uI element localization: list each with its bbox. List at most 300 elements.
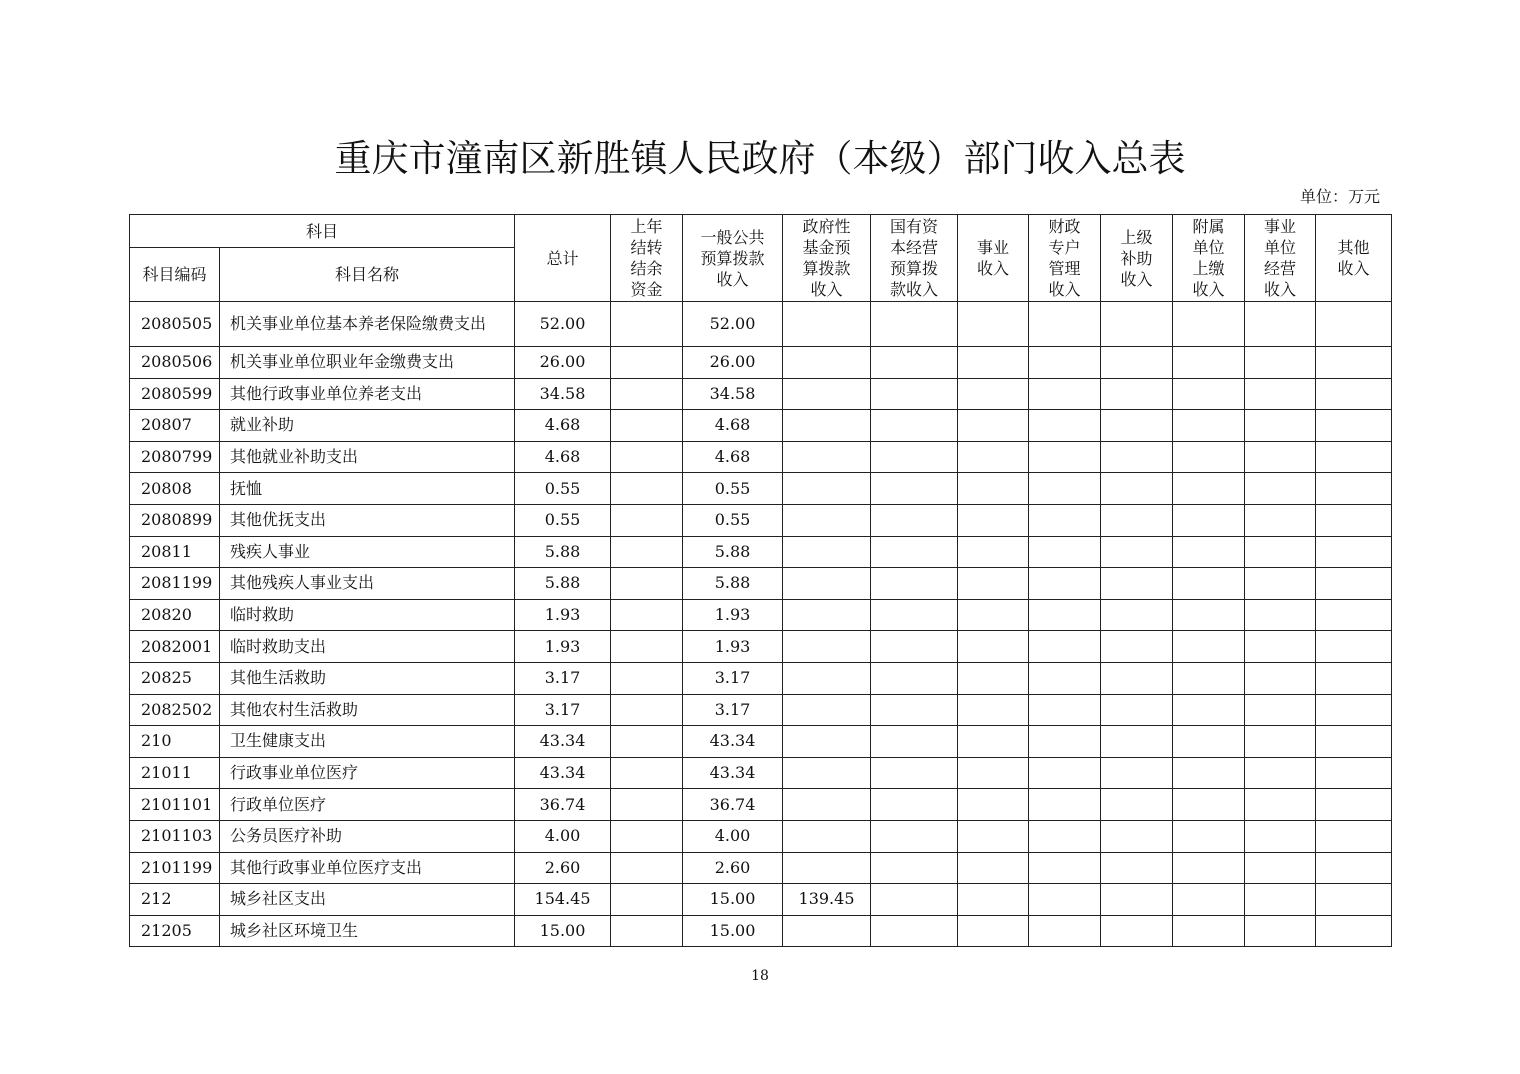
cell-state-capital — [871, 852, 958, 884]
cell-code: 2101101 — [130, 789, 220, 821]
cell-operating — [1245, 915, 1316, 947]
cell-name: 临时救助 — [220, 599, 515, 631]
cell-fiscal-special — [1029, 347, 1101, 379]
cell-gov-fund — [783, 441, 871, 473]
cell-name: 其他行政事业单位养老支出 — [220, 378, 515, 410]
cell-carryover — [611, 536, 683, 568]
cell-business-income — [958, 852, 1029, 884]
cell-fiscal-special — [1029, 568, 1101, 600]
cell-business-income — [958, 599, 1029, 631]
table-row — [130, 757, 1392, 789]
cell-fiscal-special — [1029, 789, 1101, 821]
table-row — [130, 599, 1392, 631]
header-gov-fund-text: 政府性 基金预 算拨款 收入 — [802, 217, 851, 299]
cell-state-capital — [871, 302, 958, 347]
cell-carryover — [611, 441, 683, 473]
cell-operating — [1245, 662, 1316, 694]
cell-state-capital — [871, 473, 958, 505]
cell-business-income — [958, 662, 1029, 694]
cell-other — [1316, 441, 1392, 473]
cell-operating — [1245, 473, 1316, 505]
cell-affiliated — [1173, 915, 1245, 947]
table-row — [130, 884, 1392, 916]
cell-general-budget: 0.55 — [683, 504, 783, 536]
cell-operating — [1245, 820, 1316, 852]
cell-other — [1316, 726, 1392, 758]
cell-name: 其他行政事业单位医疗支出 — [220, 852, 515, 884]
cell-fiscal-special — [1029, 726, 1101, 758]
cell-code: 21205 — [130, 915, 220, 947]
cell-name: 其他残疾人事业支出 — [220, 568, 515, 600]
cell-general-budget: 1.93 — [683, 631, 783, 663]
income-summary-table — [129, 214, 1392, 947]
cell-carryover — [611, 884, 683, 916]
cell-other — [1316, 852, 1392, 884]
cell-affiliated — [1173, 757, 1245, 789]
cell-total: 3.17 — [515, 662, 611, 694]
cell-name: 公务员医疗补助 — [220, 820, 515, 852]
cell-other — [1316, 473, 1392, 505]
cell-superior-subsidy — [1101, 852, 1173, 884]
table-row — [130, 662, 1392, 694]
cell-code: 2080899 — [130, 504, 220, 536]
cell-business-income — [958, 884, 1029, 916]
cell-superior-subsidy — [1101, 504, 1173, 536]
cell-superior-subsidy — [1101, 631, 1173, 663]
cell-other — [1316, 915, 1392, 947]
cell-superior-subsidy — [1101, 473, 1173, 505]
page-title: 重庆市潼南区新胜镇人民政府（本级）部门收入总表 — [334, 137, 1186, 180]
cell-superior-subsidy — [1101, 378, 1173, 410]
cell-operating — [1245, 757, 1316, 789]
cell-gov-fund — [783, 852, 871, 884]
table-row — [130, 568, 1392, 600]
cell-name: 就业补助 — [220, 410, 515, 442]
cell-carryover — [611, 789, 683, 821]
cell-other — [1316, 504, 1392, 536]
header-superior-subsidy — [1101, 215, 1173, 302]
cell-other — [1316, 884, 1392, 916]
cell-total: 3.17 — [515, 694, 611, 726]
cell-gov-fund — [783, 473, 871, 505]
cell-state-capital — [871, 631, 958, 663]
cell-carryover — [611, 378, 683, 410]
cell-general-budget: 5.88 — [683, 568, 783, 600]
cell-code: 2082502 — [130, 694, 220, 726]
cell-business-income — [958, 302, 1029, 347]
cell-carryover — [611, 662, 683, 694]
header-state-capital-text: 国有资 本经营 预算拨 款收入 — [890, 217, 939, 299]
cell-affiliated — [1173, 568, 1245, 600]
cell-superior-subsidy — [1101, 536, 1173, 568]
cell-other — [1316, 662, 1392, 694]
cell-fiscal-special — [1029, 302, 1101, 347]
cell-gov-fund — [783, 347, 871, 379]
cell-business-income — [958, 789, 1029, 821]
cell-code: 2080799 — [130, 441, 220, 473]
cell-general-budget: 52.00 — [683, 302, 783, 347]
header-subject: 科目 — [130, 215, 515, 248]
cell-carryover — [611, 694, 683, 726]
cell-superior-subsidy — [1101, 884, 1173, 916]
cell-business-income — [958, 378, 1029, 410]
cell-carryover — [611, 599, 683, 631]
cell-operating — [1245, 599, 1316, 631]
cell-affiliated — [1173, 599, 1245, 631]
cell-total: 4.68 — [515, 410, 611, 442]
cell-total: 5.88 — [515, 568, 611, 600]
cell-total: 0.55 — [515, 473, 611, 505]
header-fiscal-special — [1029, 215, 1101, 302]
header-code: 科目编码 — [130, 248, 220, 302]
cell-state-capital — [871, 662, 958, 694]
cell-affiliated — [1173, 820, 1245, 852]
cell-gov-fund — [783, 915, 871, 947]
cell-state-capital — [871, 726, 958, 758]
cell-gov-fund — [783, 631, 871, 663]
cell-code: 2080506 — [130, 347, 220, 379]
header-carryover-text: 上年 结转 结余 资金 — [630, 217, 663, 299]
cell-affiliated — [1173, 378, 1245, 410]
cell-code: 2101199 — [130, 852, 220, 884]
cell-operating — [1245, 789, 1316, 821]
cell-total: 5.88 — [515, 536, 611, 568]
cell-general-budget: 4.68 — [683, 441, 783, 473]
cell-fiscal-special — [1029, 631, 1101, 663]
cell-code: 2080505 — [130, 302, 220, 347]
header-affiliated-text: 附属 单位 上缴 收入 — [1192, 217, 1225, 299]
cell-general-budget: 2.60 — [683, 852, 783, 884]
cell-other — [1316, 302, 1392, 347]
cell-code: 2101103 — [130, 820, 220, 852]
cell-name: 城乡社区支出 — [220, 884, 515, 916]
cell-business-income — [958, 504, 1029, 536]
header-total: 总计 — [515, 215, 611, 302]
cell-carryover — [611, 568, 683, 600]
cell-general-budget: 26.00 — [683, 347, 783, 379]
cell-general-budget: 43.34 — [683, 726, 783, 758]
cell-general-budget: 15.00 — [683, 884, 783, 916]
cell-business-income — [958, 726, 1029, 758]
cell-gov-fund — [783, 410, 871, 442]
cell-operating — [1245, 536, 1316, 568]
cell-superior-subsidy — [1101, 789, 1173, 821]
cell-superior-subsidy — [1101, 915, 1173, 947]
table-row — [130, 347, 1392, 379]
cell-business-income — [958, 441, 1029, 473]
cell-total: 15.00 — [515, 915, 611, 947]
cell-state-capital — [871, 820, 958, 852]
cell-affiliated — [1173, 852, 1245, 884]
table-row — [130, 536, 1392, 568]
cell-affiliated — [1173, 789, 1245, 821]
cell-code: 210 — [130, 726, 220, 758]
table-row — [130, 504, 1392, 536]
cell-carryover — [611, 347, 683, 379]
table-row — [130, 852, 1392, 884]
cell-general-budget: 0.55 — [683, 473, 783, 505]
cell-name: 其他优抚支出 — [220, 504, 515, 536]
unit-label: 单位：万元 — [1299, 187, 1380, 206]
header-state-capital — [871, 215, 958, 302]
cell-name: 机关事业单位基本养老保险缴费支出 — [220, 302, 515, 347]
cell-name: 城乡社区环境卫生 — [220, 915, 515, 947]
cell-general-budget: 43.34 — [683, 757, 783, 789]
cell-business-income — [958, 568, 1029, 600]
table-row — [130, 441, 1392, 473]
cell-operating — [1245, 378, 1316, 410]
cell-general-budget: 15.00 — [683, 915, 783, 947]
cell-superior-subsidy — [1101, 441, 1173, 473]
cell-operating — [1245, 884, 1316, 916]
cell-name: 机关事业单位职业年金缴费支出 — [220, 347, 515, 379]
cell-carryover — [611, 631, 683, 663]
cell-general-budget: 3.17 — [683, 694, 783, 726]
cell-business-income — [958, 915, 1029, 947]
cell-carryover — [611, 726, 683, 758]
cell-gov-fund — [783, 378, 871, 410]
cell-state-capital — [871, 599, 958, 631]
cell-gov-fund — [783, 662, 871, 694]
cell-affiliated — [1173, 662, 1245, 694]
cell-general-budget: 5.88 — [683, 536, 783, 568]
header-superior-subsidy-text: 上级 补助 收入 — [1120, 227, 1153, 289]
cell-name: 其他生活救助 — [220, 662, 515, 694]
cell-fiscal-special — [1029, 504, 1101, 536]
cell-superior-subsidy — [1101, 599, 1173, 631]
table-row — [130, 302, 1392, 347]
cell-gov-fund — [783, 302, 871, 347]
cell-gov-fund — [783, 820, 871, 852]
cell-fiscal-special — [1029, 599, 1101, 631]
cell-carryover — [611, 852, 683, 884]
cell-state-capital — [871, 410, 958, 442]
cell-business-income — [958, 473, 1029, 505]
header-affiliated — [1173, 215, 1245, 302]
cell-state-capital — [871, 536, 958, 568]
header-operating-text: 事业 单位 经营 收入 — [1264, 217, 1297, 299]
cell-code: 20820 — [130, 599, 220, 631]
cell-state-capital — [871, 915, 958, 947]
cell-affiliated — [1173, 441, 1245, 473]
cell-total: 4.00 — [515, 820, 611, 852]
cell-name: 卫生健康支出 — [220, 726, 515, 758]
cell-fiscal-special — [1029, 473, 1101, 505]
table-row — [130, 789, 1392, 821]
cell-other — [1316, 757, 1392, 789]
cell-business-income — [958, 820, 1029, 852]
table-row — [130, 820, 1392, 852]
cell-total: 0.55 — [515, 504, 611, 536]
cell-general-budget: 4.00 — [683, 820, 783, 852]
cell-code: 20825 — [130, 662, 220, 694]
cell-code: 20811 — [130, 536, 220, 568]
cell-fiscal-special — [1029, 820, 1101, 852]
cell-state-capital — [871, 568, 958, 600]
cell-state-capital — [871, 347, 958, 379]
cell-gov-fund — [783, 789, 871, 821]
cell-fiscal-special — [1029, 915, 1101, 947]
cell-gov-fund — [783, 504, 871, 536]
cell-code: 20808 — [130, 473, 220, 505]
cell-superior-subsidy — [1101, 568, 1173, 600]
cell-gov-fund — [783, 536, 871, 568]
cell-operating — [1245, 631, 1316, 663]
cell-fiscal-special — [1029, 536, 1101, 568]
cell-other — [1316, 568, 1392, 600]
cell-other — [1316, 599, 1392, 631]
table-body — [130, 302, 1392, 947]
cell-fiscal-special — [1029, 410, 1101, 442]
cell-carryover — [611, 915, 683, 947]
cell-superior-subsidy — [1101, 302, 1173, 347]
header-name: 科目名称 — [220, 248, 515, 302]
header-general-budget — [683, 215, 783, 302]
cell-fiscal-special — [1029, 441, 1101, 473]
cell-name: 其他就业补助支出 — [220, 441, 515, 473]
cell-carryover — [611, 302, 683, 347]
cell-fiscal-special — [1029, 694, 1101, 726]
cell-other — [1316, 820, 1392, 852]
header-fiscal-special-text: 财政 专户 管理 收入 — [1048, 217, 1081, 299]
cell-operating — [1245, 410, 1316, 442]
cell-name: 抚恤 — [220, 473, 515, 505]
cell-code: 21011 — [130, 757, 220, 789]
cell-operating — [1245, 694, 1316, 726]
cell-operating — [1245, 441, 1316, 473]
cell-business-income — [958, 631, 1029, 663]
cell-general-budget: 3.17 — [683, 662, 783, 694]
cell-affiliated — [1173, 410, 1245, 442]
cell-gov-fund — [783, 757, 871, 789]
cell-superior-subsidy — [1101, 662, 1173, 694]
cell-superior-subsidy — [1101, 726, 1173, 758]
cell-state-capital — [871, 441, 958, 473]
cell-gov-fund — [783, 726, 871, 758]
cell-general-budget: 34.58 — [683, 378, 783, 410]
cell-business-income — [958, 536, 1029, 568]
header-gov-fund — [783, 215, 871, 302]
cell-total: 1.93 — [515, 599, 611, 631]
header-other — [1316, 215, 1392, 302]
cell-total: 43.34 — [515, 726, 611, 758]
header-business-income-text: 事业 收入 — [977, 238, 1010, 278]
cell-superior-subsidy — [1101, 820, 1173, 852]
cell-business-income — [958, 347, 1029, 379]
cell-affiliated — [1173, 302, 1245, 347]
cell-carryover — [611, 473, 683, 505]
table-row — [130, 631, 1392, 663]
cell-name: 行政事业单位医疗 — [220, 757, 515, 789]
cell-carryover — [611, 504, 683, 536]
cell-state-capital — [871, 757, 958, 789]
cell-superior-subsidy — [1101, 347, 1173, 379]
cell-other — [1316, 410, 1392, 442]
cell-name: 残疾人事业 — [220, 536, 515, 568]
table-row — [130, 378, 1392, 410]
cell-general-budget: 1.93 — [683, 599, 783, 631]
header-operating — [1245, 215, 1316, 302]
cell-affiliated — [1173, 631, 1245, 663]
cell-total: 4.68 — [515, 441, 611, 473]
cell-operating — [1245, 504, 1316, 536]
cell-code: 2080599 — [130, 378, 220, 410]
cell-total: 26.00 — [515, 347, 611, 379]
table-row — [130, 473, 1392, 505]
cell-code: 20807 — [130, 410, 220, 442]
cell-superior-subsidy — [1101, 410, 1173, 442]
cell-gov-fund — [783, 694, 871, 726]
cell-other — [1316, 694, 1392, 726]
cell-state-capital — [871, 789, 958, 821]
cell-operating — [1245, 852, 1316, 884]
cell-gov-fund — [783, 568, 871, 600]
cell-state-capital — [871, 884, 958, 916]
cell-operating — [1245, 568, 1316, 600]
table-row — [130, 915, 1392, 947]
cell-total: 154.45 — [515, 884, 611, 916]
cell-gov-fund: 139.45 — [783, 884, 871, 916]
cell-operating — [1245, 302, 1316, 347]
cell-affiliated — [1173, 536, 1245, 568]
cell-affiliated — [1173, 884, 1245, 916]
cell-code: 2082001 — [130, 631, 220, 663]
cell-affiliated — [1173, 504, 1245, 536]
cell-code: 2081199 — [130, 568, 220, 600]
table-row — [130, 410, 1392, 442]
cell-other — [1316, 789, 1392, 821]
cell-fiscal-special — [1029, 852, 1101, 884]
cell-operating — [1245, 347, 1316, 379]
header-business-income — [958, 215, 1029, 302]
cell-name: 其他农村生活救助 — [220, 694, 515, 726]
cell-affiliated — [1173, 347, 1245, 379]
cell-operating — [1245, 726, 1316, 758]
header-carryover — [611, 215, 683, 302]
cell-carryover — [611, 820, 683, 852]
cell-general-budget: 36.74 — [683, 789, 783, 821]
cell-name: 临时救助支出 — [220, 631, 515, 663]
cell-affiliated — [1173, 694, 1245, 726]
cell-state-capital — [871, 694, 958, 726]
cell-state-capital — [871, 504, 958, 536]
cell-other — [1316, 378, 1392, 410]
cell-fiscal-special — [1029, 378, 1101, 410]
cell-general-budget: 4.68 — [683, 410, 783, 442]
cell-superior-subsidy — [1101, 757, 1173, 789]
cell-state-capital — [871, 378, 958, 410]
cell-affiliated — [1173, 726, 1245, 758]
cell-gov-fund — [783, 599, 871, 631]
cell-code: 212 — [130, 884, 220, 916]
cell-carryover — [611, 410, 683, 442]
table-row — [130, 726, 1392, 758]
cell-total: 2.60 — [515, 852, 611, 884]
cell-total: 36.74 — [515, 789, 611, 821]
header-other-text: 其他 收入 — [1337, 238, 1370, 278]
page-number: 18 — [751, 968, 769, 984]
cell-total: 1.93 — [515, 631, 611, 663]
cell-fiscal-special — [1029, 662, 1101, 694]
cell-total: 52.00 — [515, 302, 611, 347]
cell-other — [1316, 347, 1392, 379]
cell-name: 行政单位医疗 — [220, 789, 515, 821]
cell-other — [1316, 536, 1392, 568]
cell-business-income — [958, 694, 1029, 726]
cell-business-income — [958, 757, 1029, 789]
cell-total: 34.58 — [515, 378, 611, 410]
cell-total: 43.34 — [515, 757, 611, 789]
